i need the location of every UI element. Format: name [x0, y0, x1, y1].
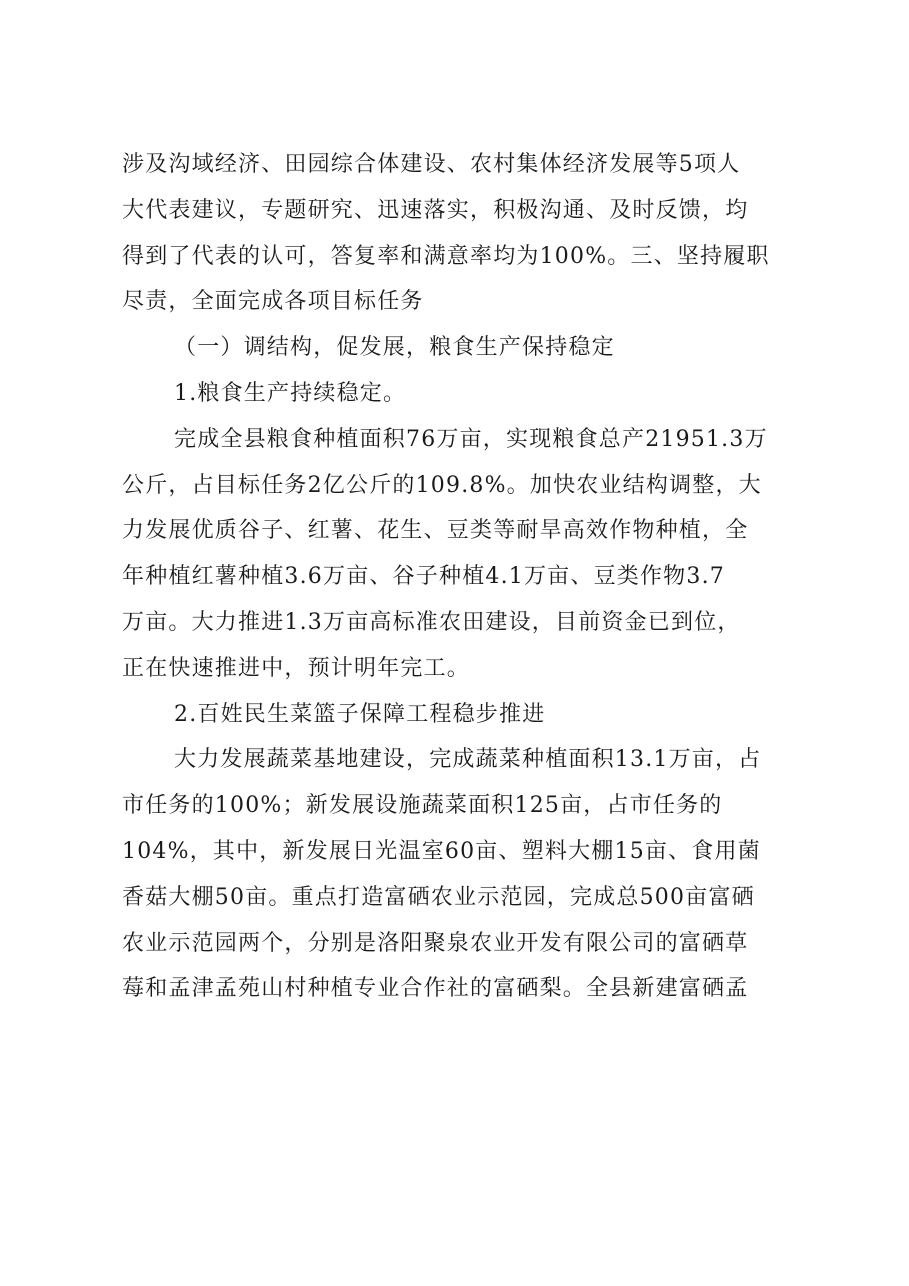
text-line: 力发展优质谷子、红薯、花生、豆类等耐旱高效作物种植，全: [122, 518, 749, 544]
text-line: 市任务的100%；新发展设施蔬菜面积125亩，占市任务的: [122, 793, 723, 819]
text-line: 尽责，全面完成各项目标任务: [122, 289, 424, 315]
text-line: 年种植红薯种植3.6万亩、谷子种植4.1万亩、豆类作物3.7: [122, 564, 725, 590]
subsection-heading: 1.粮食生产持续稳定。: [174, 380, 407, 406]
subsection-heading: 2.百姓民生菜篮子保障工程稳步推进: [174, 701, 546, 727]
text-line: 莓和孟津孟苑山村种植专业合作社的富硒梨。全县新建富硒孟: [122, 976, 749, 1002]
text-line: 完成全县粮食种植面积76万亩，实现粮食总产21951.3万: [174, 426, 768, 452]
text-line: 大代表建议，专题研究、迅速落实，积极沟通、及时反馈，均: [122, 197, 749, 223]
text-line: 大力发展蔬菜基地建设，完成蔬菜种植面积13.1万亩，占: [174, 747, 762, 773]
text-line: 正在快速推进中，预计明年完工。: [122, 655, 471, 681]
document-body: [122, 142, 790, 1012]
text-line: 香菇大棚50亩。重点打造富硒农业示范园，完成总500亩富硒: [122, 884, 755, 910]
text-line: 农业示范园两个，分别是洛阳聚泉农业开发有限公司的富硒草: [122, 930, 749, 956]
text-line: 104%，其中，新发展日光温室60亩、塑料大棚15亩、食用菌: [122, 838, 761, 864]
text-line: 涉及沟域经济、田园综合体建设、农村集体经济发展等5项人: [122, 152, 741, 177]
text-line: 公斤，占目标任务2亿公斤的109.8%。加快农业结构调整，大: [122, 472, 762, 498]
text-line: 得到了代表的认可，答复率和满意率均为100%。三、坚持履职: [122, 243, 770, 269]
section-heading: （一）调结构，促发展，粮食生产保持稳定: [174, 335, 615, 361]
text-line: 万亩。大力推进1.3万亩高标准农田建设，目前资金已到位，: [122, 609, 741, 635]
